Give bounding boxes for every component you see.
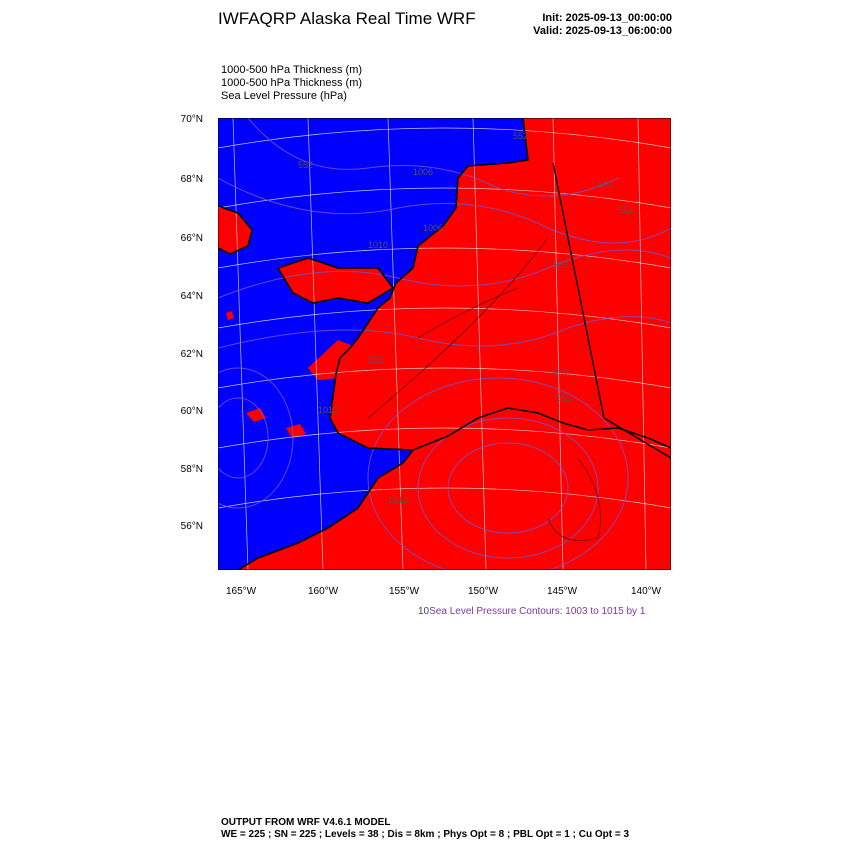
contour-label: 1010 (368, 240, 389, 250)
contour-label: 552 (556, 393, 572, 403)
field-label-thickness-1: 1000-500 hPa Thickness (m) (221, 64, 363, 76)
lon-label: 145°W (547, 586, 578, 597)
field-label-slp: Sea Level Pressure (hPa) (221, 90, 347, 102)
lat-label: 56°N (180, 521, 203, 532)
plot-title: IWFAQRP Alaska Real Time WRF (218, 9, 476, 28)
contour-label: 552 (598, 180, 614, 190)
init-time: Init: 2025-09-13_00:00:00 (542, 12, 672, 24)
lat-label: 62°N (180, 349, 203, 360)
contour-label: 552 (553, 368, 569, 378)
contour-info (418, 606, 645, 617)
lon-label: 150°W (468, 586, 499, 597)
model-info-line-2: WE = 225 ; SN = 225 ; Levels = 38 ; Dis = 8km ; Phys Opt = 8 ; PBL Opt = 1 ; Cu Opt = 3 (221, 829, 630, 840)
lon-label: 140°W (631, 586, 662, 597)
lat-label: 60°N (180, 406, 203, 417)
lon-label: 160°W (308, 586, 339, 597)
contour-label: 552 (368, 355, 384, 365)
contour-label: 552 (618, 205, 634, 215)
lat-label: 68°N (180, 174, 203, 185)
contour-label: 1012 (388, 495, 409, 505)
contour-label: 1006 (413, 167, 434, 177)
contour-label: 552 (513, 131, 529, 141)
map-panel (218, 118, 671, 570)
contour-label: 1012 (318, 405, 339, 415)
field-label-thickness-2: 1000-500 hPa Thickness (m) (221, 77, 363, 89)
contour-info-prefix: 10 (418, 606, 430, 617)
lon-label: 155°W (389, 586, 420, 597)
lat-label: 58°N (180, 464, 203, 475)
lat-label: 70°N (180, 114, 203, 125)
contour-label: 552 (553, 260, 569, 270)
lon-label: 165°W (226, 586, 257, 597)
contour-label: 552 (298, 160, 314, 170)
model-info-line-1: OUTPUT FROM WRF V4.6.1 MODEL (221, 817, 391, 828)
valid-time: Valid: 2025-09-13_06:00:00 (533, 25, 672, 37)
contour-info-text: Sea Level Pressure Contours: 1003 to 1015 by 1 (429, 606, 646, 617)
contour-label: 1006 (423, 223, 444, 233)
lat-label: 66°N (180, 233, 203, 244)
lat-label: 64°N (180, 291, 203, 302)
